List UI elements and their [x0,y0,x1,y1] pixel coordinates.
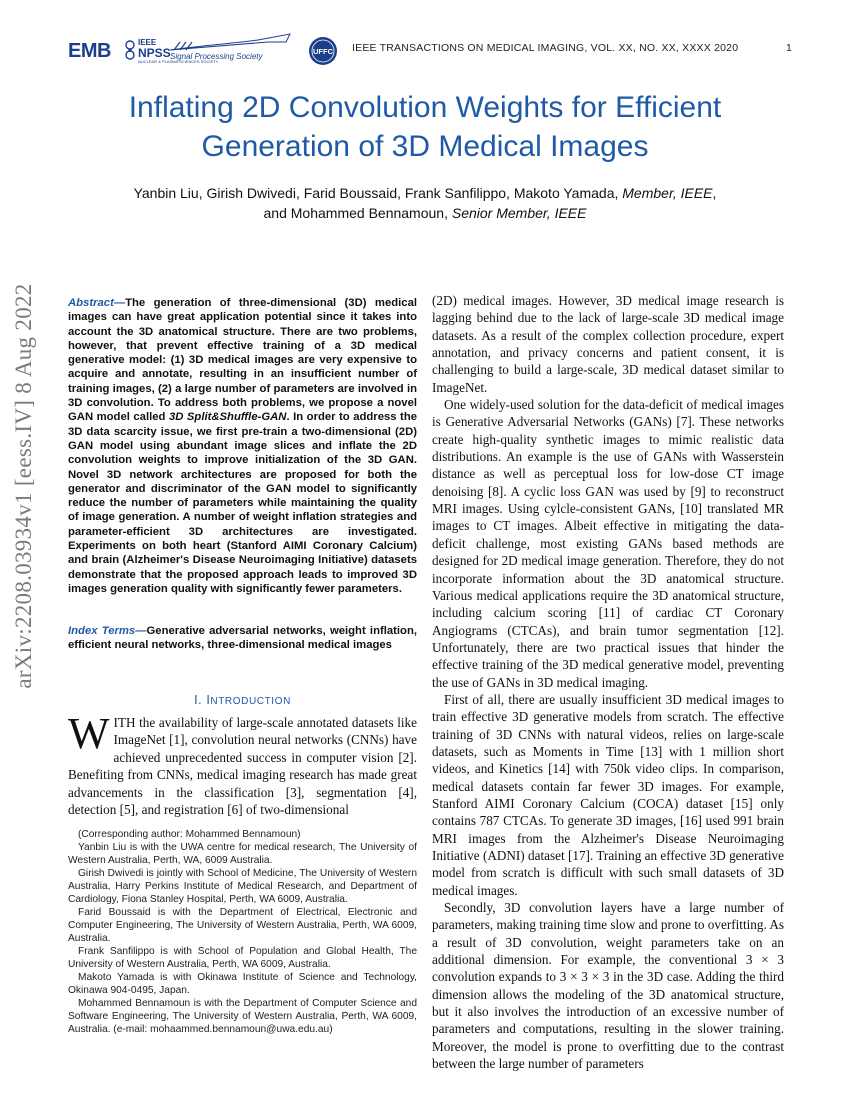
emb-logo: EMB [68,40,111,62]
arxiv-identifier: arXiv:2208.03934v1 [eess.IV] 8 Aug 2022 [11,283,36,689]
sps-text: Signal Processing Society [170,52,263,61]
model-name: 3D Split&Shuffle-GAN [168,411,287,424]
section-heading-introduction [68,693,417,707]
introduction-text: the availability of large-scale annotated datasets like ImageNet [1], convolution neural networks (CNNs) have achieved unprecedented success in computer vision [2]. Benefiting from CNNs, medical imaging research has made great advancements in the classification [3], segmentation [4], detection [5], and registration [6] of two-dimensional [68,715,417,818]
abstract-label: Abstract— [68,297,126,309]
section-title-initial: I [206,693,211,707]
footnote: (Corresponding author: Mohammed Bennamoun) [78,829,301,840]
introduction-paragraph [68,709,417,818]
arxiv-stamp [4,283,44,689]
author-role-1: Member, IEEE [622,185,713,201]
authors-line-1: Yanbin Liu, Girish Dwivedi, Farid Boussaid, Frank Sanfilippo, Makoto Yamada, [133,185,619,201]
footnote: Mohammed Bennamoun is with the Department of Computer Science and Software Engineering, The University of Western Australia, Perth, WA 6009, Australia. (e-mail: mohaammed.bennamoun@uwa.edu.au) [68,998,417,1035]
right-column-body [432,292,784,1072]
abstract-text-1: The generation of three-dimensional (3D) medical images can have great application potential since it takes into account the 3D anatomical structure. There are two problems, however, that prevent effective training of a 3D medical generative model: (1) 3D medical images are very expensive to acquire and annotate, resulting in an insufficient number of training images, (2) a large number of parameters are involved in 3D convolution. To address both problems, we propose a novel GAN model called [68,297,417,424]
uffc-logo [308,36,338,66]
first-word-rest: ITH [113,715,136,730]
abstract [68,296,417,596]
ieee-npss-emblem-icon [124,40,136,62]
npss-text: NPSS [138,46,171,60]
body-paragraph: Secondly, 3D convolution layers have a large number of parameters, making training time slow and prone to overfitting. As a result of 3D convolution, weight parameters take on an additional dimension. For example, the conventional 3 × 3 convolution expands to 3 × 3 × 3 in the 3D case. Adding the third dimension allows the modeling of the 3D anatomical structure, but it also involves the introduction of an excessive number of parameters and computations, resulting in the slower training. Moreover, the model is prone to overfitting due to the contrast between the large number of parameters [432,900,784,1072]
footnote: Farid Boussaid is with the Department of Electrical, Electronic and Computer Engineering, The University of Western Australia, Perth, WA 6009, Australia. [68,907,417,944]
page-number: 1 [786,42,792,54]
author-role-2: Senior Member, IEEE [451,205,587,221]
author-footnotes [68,828,417,1036]
title-line-1: Inflating 2D Convolution Weights for Efficient [128,91,722,124]
footnote: Yanbin Liu is with the UWA centre for medical research, The University of Western Australia, Perth, WA, 6009 Australia. [68,842,417,866]
index-terms-label: Index Terms— [68,625,147,637]
author-list: Yanbin Liu, Girish Dwivedi, Farid Boussaid, Frank Sanfilippo, Makoto Yamada, Member, IEEE, and Mohammed Bennamoun, Senior Member, IEEE [133,185,717,221]
footnote: Frank Sanfilippo is with School of Population and Global Health, The University of Western Australia, Perth, WA 6009, Australia. [68,946,417,970]
drop-cap: W [68,709,110,758]
body-paragraph: (2D) medical images. However, 3D medical image research is lagging behind due to the lack of large-scale 3D medical image datasets. As a result of the complex collection procedure, expert annotation, and privacy concerns and patient consent, it is challenging to build a large-scale, 3D medical dataset similar to ImageNet. [432,293,784,395]
footnote: Girish Dwivedi is jointly with School of Medicine, The University of Western Australia, Harry Perkins Institute of Medical Research, and Department of Cardiology, Fiona Stanley Hospital, Perth, WA 6009, Australia. [68,868,417,905]
running-head: IEEE TRANSACTIONS ON MEDICAL IMAGING, VOL. XX, NO. XX, XXXX 2020 [352,42,739,54]
body-paragraph: One widely-used solution for the data-deficit of medical images is Generative Adversarial Networks (GANs) [7]. These networks create high-quality synthetic images to mimic realistic data distributions. An example is the use of GANs with Wasserstein distance as well as perceptual loss for low-dose CT image denoising [8]. A cyclic loss GAN was used by [9] to reconstruct MRI images. Using cylcle-consistent GANs, [10] translated MR images to CT images. Albeit effective in mitigating the data-deficit challenge, most existing GANs based methods are designed for 2D medical image generation. Therefore, they do not incorporate information about the 3D anatomical structure. Various medical applications require the 3D anatomical structure, including calcium scoring [11] of cardiac CT Coronary Angiograms (CTCAs), and brain tumor segmentation [12]. Unfortunately, there are two practical issues that hinder the effective training of the 3D medical generative model, preventing the use of GANs in 3D medical imaging. [432,397,784,690]
section-title-rest: NTRODUCTION [210,696,291,707]
index-terms [68,624,417,653]
body-paragraph: First of all, there are usually insufficient 3D medical images to train effective 3D generative models from scratch. The effective training of 3D CNNs with natural videos, relies on large-scale datasets, such as Moments in Time [13] with 1 million short videos, and Kinetics [14] with 750k video clips. In comparison, medical datasets contain far fewer 3D images. For example, Stanford AIMI Coronary Calcium (COCA) dataset [15] only contains 787 CTCAs. To generate 3D images, [16] used 991 brain MRI images from the Alzheimer's Disease Neuroimaging Initiative (ADNI) dataset [17]. Training an effective 3D generative model from scratch is difficult with such small datasets of 3D medical images. [432,691,784,898]
section-number: I. [194,693,207,707]
title-line-2: Generation of 3D Medical Images [201,130,649,163]
sps-wave-icon [168,32,298,54]
signal-processing-society-logo [168,46,263,61]
index-terms-text: Generative adversarial networks, weight inflation, efficient neural networks, three-dimensional medical images [68,625,417,652]
ieee-text: IEEE [138,38,157,47]
npss-subtitle: NUCLEAR & PLASMA SCIENCES SOCIETY [138,59,219,64]
abstract-text-2: . In order to address the 3D data scarcity issue, we first pre-train a two-dimensional (2D) GAN model using abundant image slices and inflate the 2D convolution weights to improve initialization of the 3D GAN. Novel 3D network architectures are proposed for both the generator and discriminator of the GAN model to significantly reduce the number of parameters while maintaining the quality of image generation. A number of weight inflation strategies and parameter-efficient 3D architectures are investigated. Experiments on both heart (Stanford AIMI Coronary Calcium) and brain (Alzheimer's Disease Neuroimaging Initiative) datasets demonstrate that the proposed approach leads to improved 3D images generation quality with significantly fewer parameters. [68,411,418,595]
uffc-text: UFFC [313,47,333,56]
publisher-logos [68,34,338,68]
authors-line-2: and Mohammed Bennamoun, [263,205,448,221]
footnote: Makoto Yamada is with Okinawa Institute of Science and Technology, Okinawa 904-0495, Japan. [68,972,417,996]
paper-title [60,88,790,166]
